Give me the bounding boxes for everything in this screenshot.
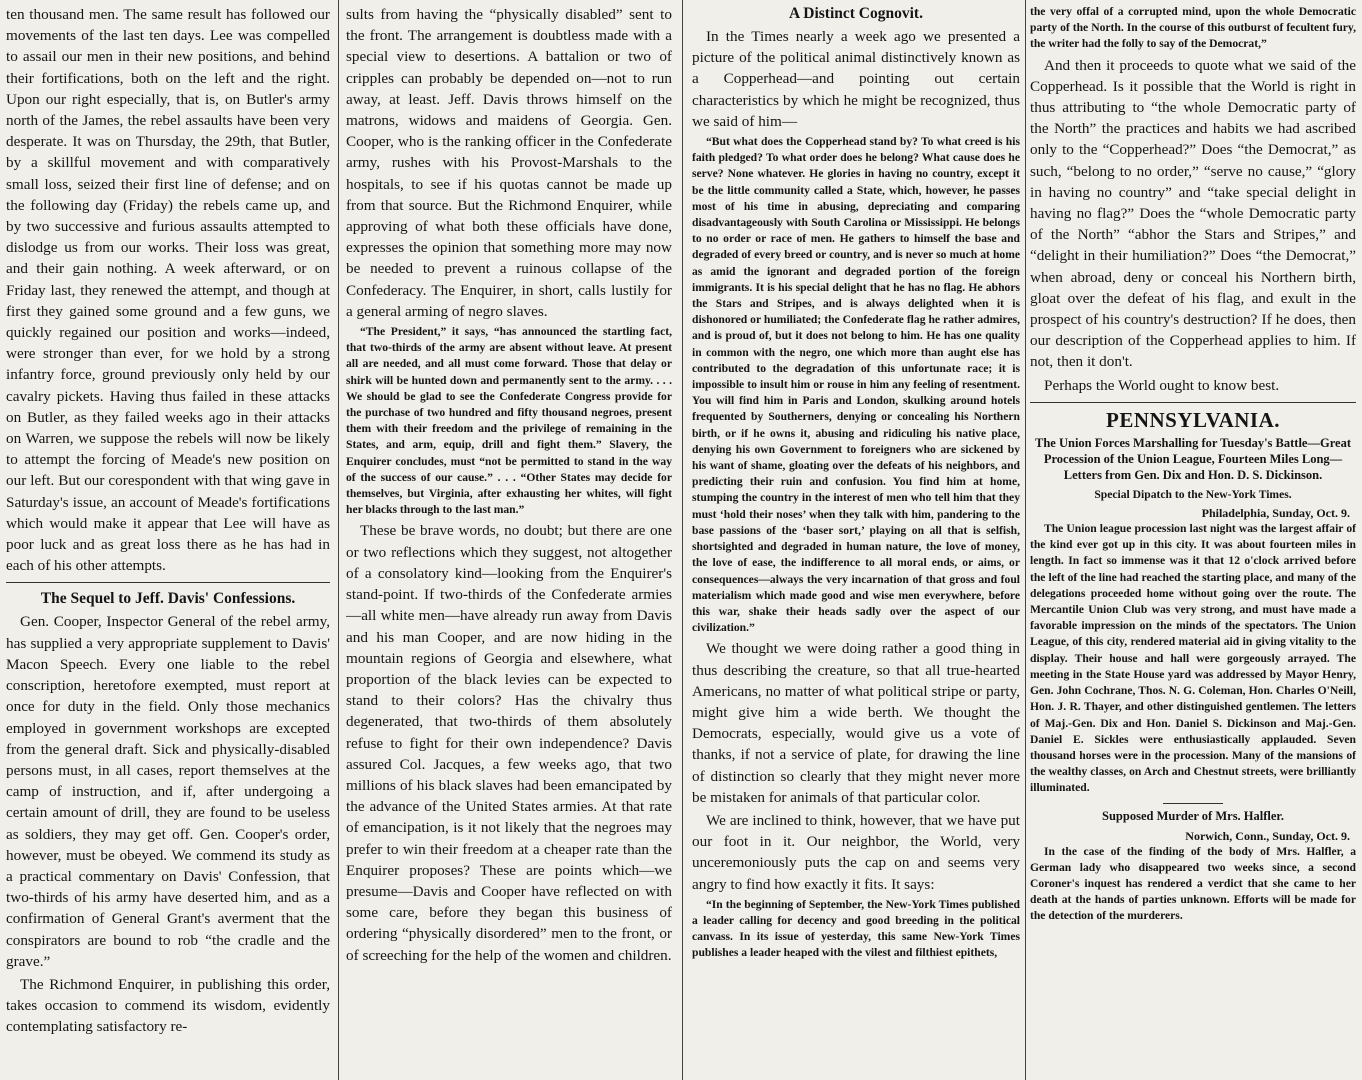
paragraph: We are inclined to think, however, that we have put our foot in it. Our neighbor, the World, very unceremoniously puts the cap on and seems very angry to find how exactly it fits. It says: [692,811,1020,893]
paragraph: The Richmond Enquirer, in publishing this order, takes occasion to commend its wisdom, evidently contemplating satisfactory re- [6,975,330,1036]
divider [1163,803,1223,804]
article-heading: A Distinct Cognovit. [789,5,923,22]
article-heading: The Sequel to Jeff. Davis' Confessions. [40,590,296,608]
dateline: Norwich, Conn., Sunday, Oct. 9. [1185,828,1350,843]
column-rule [682,0,683,1080]
paragraph: Gen. Cooper, Inspector General of the rebel army, has supplied a very appropriate supplement to Davis' Macon Speech. Every one liable to the rebel conscription, heretofore exempted, must report at once for duty in the field. Only those mechanics employed in government workshops are excepted from the general draft. Sick and physically-disabled persons must, in all cases, report themselves at the camp of instruction, and if, after undergoing a certain amount of drill, they are found to be useless as soldiers, they may get off. Gen. Cooper's order, however, must be obeyed. We commend its study as a practical commentary on Davis' Confession, that two-thirds of his army have deserted him, and as a confirmation of General Grant's averment that the conspirators are bound to rob “the cradle and the grave.” [6,613,330,970]
column-4 [1030,4,1356,927]
quoted-passage: “In the beginning of September, the New-York Times published a leader calling for decency and good breeding in the political canvass. In its issue of yesterday, this same New-York Times publishes a leader heaped with the vilest and filthiest epithets, [692,897,1020,960]
quoted-passage: “The President,” it says, “has announced the startling fact, that two-thirds of the army are absent without leave. At present all are needed, and all must come forward. Those that delay or shirk will be hunted down and permanently sent to the army. . . . We should be glad to see the Confederate Congress provide for the purchase of two hundred and fifty thousand negroes, present them with their freedom and the privilege of remaining in the States, and arm, equip, drill and fight them.” Slavery, the Enquirer concludes, must “not be permitted to stand in the way of the success of our cause.” . . . “Other States may decide for themselves, but Virginia, after exhausting her whites, will fight her blacks through to the last man.” [346,325,672,517]
paragraph: These be brave words, no doubt; but there are one or two reflections which they suggest, not altogether of a consolatory kind—looking from the Enquirer's stand-point. If two-thirds of the Confederate armies—all white men—have already run away from Davis and his man Cooper, and are now hiding in the mountain regions of Georgia and elsewhere, what proportion of the black levies can be expected to stand to their colors? Has the chivalry thus degenerated, that two-thirds of them absolutely refuse to fight for their own independence? Davis assured Col. Jacques, a few weeks ago, that two millions of his black slaves had been emancipated by the advance of the United States armies. At that rate of emancipation, is it not likely that the negroes may prefer to win their freedom at a cheaper rate than the Enquirer proposes? These are points which—we presume—Davis and Cooper have reflected on with some care, before they began this business of ordering “physically disordered” men to the front, or of screeching for the help of the women and children. [346,522,672,964]
paragraph: The Union league procession last night was the largest affair of the kind ever got up in this city. It was about fourteen miles in length. In fact so immense was it that 12 o'clock arrived before the left of the line had reached the starting place, and many of the delegations proceeded home without going over the route. The Mercantile Union Club was very strong, and must have made a favorable impression on the minds of the spectators. The Union League, of this city, rendered material aid in giving vitality to the display. Their house and hall were gorgeously arrayed. The meeting in the State House yard was addressed by Mayor Henry, Gen. John Cochrane, Thos. N. G. Coleman, Hon. Charles O'Neill, Hon. J. R. Thayer, and other distinguished gentlemen. The letters of Maj.-Gen. Dix and Hon. Daniel S. Dickinson and Maj.-Gen. Daniel E. Sickles were enthusiastically applauded. Seven thousand horses were in the procession. Many of the mansions of the wealthy classes, on Arch and Chestnut streets, were brilliantly illuminated. [1030,522,1356,795]
dispatch-line: Special Dipatch to the New-York Times. [1094,487,1292,501]
column-rule [338,0,339,1080]
divider [1030,402,1356,403]
paragraph: In the Times nearly a week ago we presented a picture of the political animal distinctively known as a Copperhead—and pointing out certain characteristics by which he might be recognized, thus we said of him— [692,28,1020,130]
column-1 [6,4,330,1040]
section-heading: PENNSYLVANIA. [1106,407,1280,432]
paragraph: Perhaps the World ought to know best. [1044,376,1280,394]
column-rule [1025,0,1026,1080]
dateline: Philadelphia, Sunday, Oct. 9. [1201,506,1350,521]
column-2 [346,4,672,968]
quoted-passage: the very offal of a corrupted mind, upon the whole Democratic party of the North. In the course of this outburst of fecultent fury, the writer had the folly to say of the Democrat,” [1030,5,1356,51]
article-heading: Supposed Murder of Mrs. Halfler. [1102,808,1284,823]
column-3 [692,4,1020,964]
paragraph: sults from having the “physically disabled” sent to the front. The arrangement is doubtless made with a special view to desertions. A battalion or two of cripples can probably be depended on—not to run away, at least. Jeff. Davis throws himself on the matrons, widows and maidens of Georgia. Gen. Cooper, who is the ranking officer in the Confederate army, rushes with his Provost-Marshals to the hospitals, to see if his quotas cannot be made up from that source. But the Richmond Enquirer, while approving of what both these officials have done, expresses the opinion that something more may now be needed to prevent a ruinous collapse of the Confederacy. The Enquirer, in short, calls lustily for a general arming of negro slaves. [346,6,672,320]
paragraph: And then it proceeds to quote what we said of the Copperhead. Is it possible that the World is right in thus attributing to “the whole Democratic party of the North” the practices and habits we had ascribed only to the “Copperhead?” Does “the Democrat,” as such, “belong to no order,” “serve no cause,” “glory in having no country” and “take special delight in having no flag?” Does the “whole Democratic party of the North” “abhor the Stars and Stripes,” and “delight in their humiliation?” Does “the Democrat,” when abroad, deny or conceal his Northern birth, gloat over the defeat of his flag, and exult in the prospect of his country's destruction? If he does, then our description of the Copperhead applies to him. If not, then it don't. [1030,56,1356,371]
paragraph: ten thousand men. The same result has followed our movements of the last ten days. Lee was compelled to assail our men in their new positions, and behind their fortifications, both on the left and the right. Upon our right especially, that is, on Butler's army north of the James, the rebel assaults have been very desperate. It was on Thursday, the 29th, that Butler, by a skillful movement and with comparatively small loss, seized their first line of defense; and on the following day (Friday) the rebels came up, and by two successive and furious assaults attempted to dislodge us from our works. Their loss was great, and their gain nothing. A week afterward, or on Friday last, they renewed the attempt, and though at first they gained some ground and a few guns, we quickly regained our position and works—indeed, were stronger than ever, for we hold by a strong infantry force, ground previously only held by our cavalry pickets. Having thus failed in these attacks on Butler, as they failed weeks ago in their attacks on Warren, we suppose the rebels will now be likely to attempt the forcing of Meade's new position on our left. But our corespondent with that wing gave in Saturday's issue, an account of Meade's fortifications which would make it appear that Lee will have as poor luck and as great loss there as he has had in each of his other attempts. [6,6,330,575]
quoted-passage: “But what does the Copperhead stand by? To what creed is his faith pledged? To what order does he belong? What cause does he serve? None whatever. He glories in having no country, except it be the little community called a State, which, however, he passes most of his time in abusing, depreciating and comparing disadvantageously with South Carolina or Mississippi. He belongs to no order or race of men. He gathers to himself the base and degraded of every breed or country, and is never so much at home as amid the ignorant and degraded portion of the foreign immigrants. It is his special delight that he has no flag. He abhors the Stars and Stripes, and is always delighted when it is dishonored or humiliated; the Confederate flag he rather admires, and is proud of, but it does not belong to him. He has one quality in common with the negro, one which more than aught else has contributed to the degradation of this unfortunate race; it is impossible to insult him or rouse in him any feeling of resentment. You will find him in Paris and London, skulking around hotels frequented by Southerners, denying or concealing his Northern birth, or if he owns it, abusing and ridiculing his native place, denying his own Government to foreigners who are sickened by his want of shame, gloating over the defeats of his neighbors, and predicting their ruin and confusion. You find him at home, stumping the country in the interest of men who tell him that they must ‘hold their noses’ when they talk with him, pandering to the base passions of the ‘baser sort,’ playing on all that is selfish, shortsighted and degraded in human nature, the love of money, the love of ease, the indifference to all moral ends, or aims, or consequences—always the very incarnation of that gross and foul materialism which made good and wise men everywhere, before this war, shake their heads sadly over the aspect of our civilization.” [692,135,1020,635]
article-subheading: The Union Forces Marshalling for Tuesday's Battle—Great Procession of the Union League, Fourteen Miles Long—Letters from Gen. Dix and Hon. D. S. Dickinson. [1035,435,1351,482]
paragraph: We thought we were doing rather a good thing in thus describing the creature, so that all true-hearted Americans, no matter of what political stripe or party, might give him a wide berth. We thought the Democrats, especially, would give us a vote of thanks, if not a service of plate, for drawing the line of distinction so clearly that they might never more be mistaken for animals of that particular color. [692,640,1020,806]
paragraph: In the case of the finding of the body of Mrs. Halfler, a German lady who disappeared two weeks since, a second Coroner's inquest has rendered a verdict that she came to her death at the hands of parties unknown. Efforts will be made for the detection of the murderers. [1030,844,1356,923]
divider [6,582,330,583]
